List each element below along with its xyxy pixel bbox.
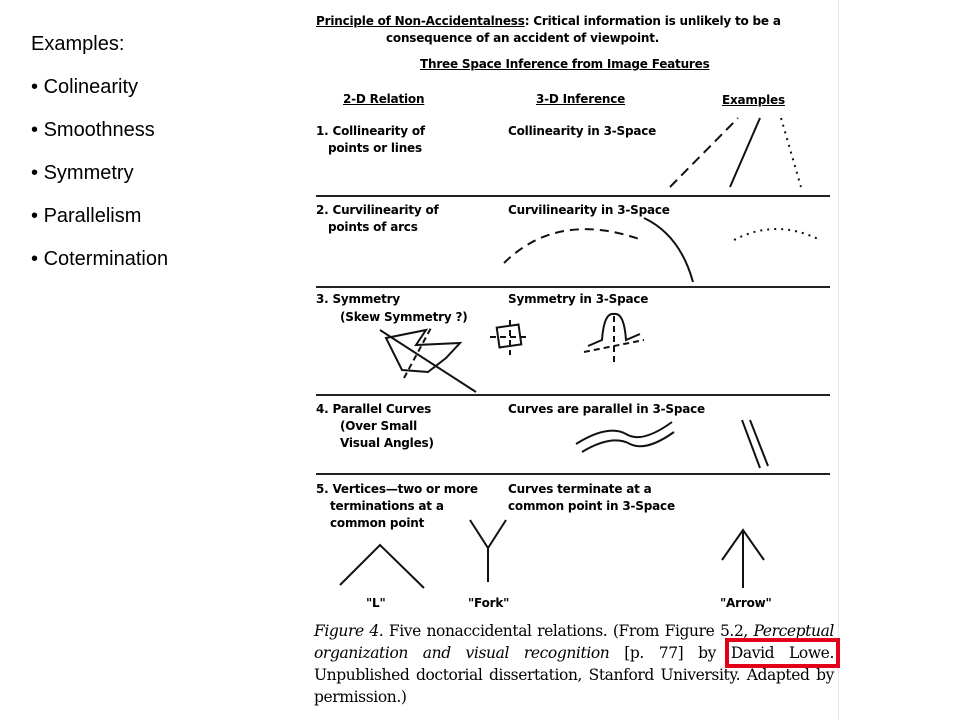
nonaccidental-relations-figure: [308, 0, 839, 720]
row5-inference-1: Curves terminate at a: [508, 482, 652, 496]
examples-list: [31, 30, 168, 288]
parallel-line-2: [750, 420, 768, 466]
row2-inference: Curvilinearity in 3-Space: [508, 203, 670, 217]
column-header-2d: 2-D Relation: [343, 92, 425, 106]
figure-caption: [314, 620, 834, 708]
row2-relation-1: 2. Curvilinearity of: [316, 203, 439, 217]
caption-text-2: [p. 77] by: [609, 644, 731, 662]
principle-label: Principle of Non-Accidentalness: [316, 14, 525, 28]
row4-relation-2: (Over Small: [340, 419, 418, 433]
row5-inference-2: common point in 3-Space: [508, 499, 675, 513]
examples-heading: Examples:: [31, 33, 125, 55]
column-header-examples: Examples: [722, 93, 785, 107]
bump-symmetry-example: [584, 314, 644, 362]
principle-text-2: consequence of an accident of viewpoint.: [386, 31, 660, 45]
caption-figure-number: Figure 4.: [314, 622, 384, 640]
row2-relation-2: points of arcs: [328, 220, 418, 234]
square-symmetry-example: [490, 320, 530, 355]
row4-relation-3: Visual Angles): [340, 436, 434, 450]
row3-relation-2: (Skew Symmetry ?): [340, 310, 468, 324]
caption-text-3: Unpublished doctorial dissertation, Stanford University. Adapted by permission.): [314, 666, 834, 706]
row1-relation-1: 1. Collinearity of: [316, 124, 425, 138]
bullet-colinearity: • Colinearity: [31, 73, 168, 101]
row5-relation-2: terminations at a: [330, 499, 444, 513]
bullet-smoothness: • Smoothness: [31, 116, 168, 144]
bullet-parallelism: • Parallelism: [31, 202, 168, 230]
column-header-3d: 3-D Inference: [536, 92, 626, 106]
parallel-line-1: [742, 420, 760, 468]
dashed-line-example: [670, 118, 738, 187]
row5-relation-1: 5. Vertices—two or more: [316, 482, 478, 496]
dashed-arc-example: [504, 229, 642, 263]
caption-text-1: Five nonaccidental relations. (From Figure 5.2,: [383, 622, 754, 640]
dotted-line-example: [781, 118, 801, 187]
solid-arc-example: [644, 218, 693, 282]
dotted-arc-example: [734, 229, 820, 240]
row4-relation-1: 4. Parallel Curves: [316, 402, 432, 416]
table-title: Three Space Inference from Image Features: [420, 57, 710, 71]
solid-line-example: [730, 118, 760, 187]
skew-symmetry-example: [380, 326, 476, 392]
vertex-label-fork: "Fork": [468, 596, 510, 610]
caption-book-title: Perceptual organization and visual recognition: [314, 622, 834, 662]
example-drawings: [308, 0, 838, 720]
bullet-cotermination: • Cotermination: [31, 245, 168, 273]
vertex-label-arrow: "Arrow": [720, 596, 772, 610]
row3-relation-1: 3. Symmetry: [316, 292, 400, 306]
row4-inference: Curves are parallel in 3-Space: [508, 402, 705, 416]
row3-inference: Symmetry in 3-Space: [508, 292, 649, 306]
l-junction-example: [340, 545, 424, 588]
vertex-label-l: "L": [366, 596, 386, 610]
fork-junction-example: [470, 520, 506, 548]
principle-text-1: : Critical information is unlikely to be a: [524, 14, 781, 28]
highlighted-author: David Lowe.: [730, 644, 834, 662]
row1-relation-2: points or lines: [328, 141, 422, 155]
bullet-symmetry: • Symmetry: [31, 159, 168, 187]
row1-inference: Collinearity in 3-Space: [508, 124, 657, 138]
row5-relation-3: common point: [330, 516, 425, 530]
